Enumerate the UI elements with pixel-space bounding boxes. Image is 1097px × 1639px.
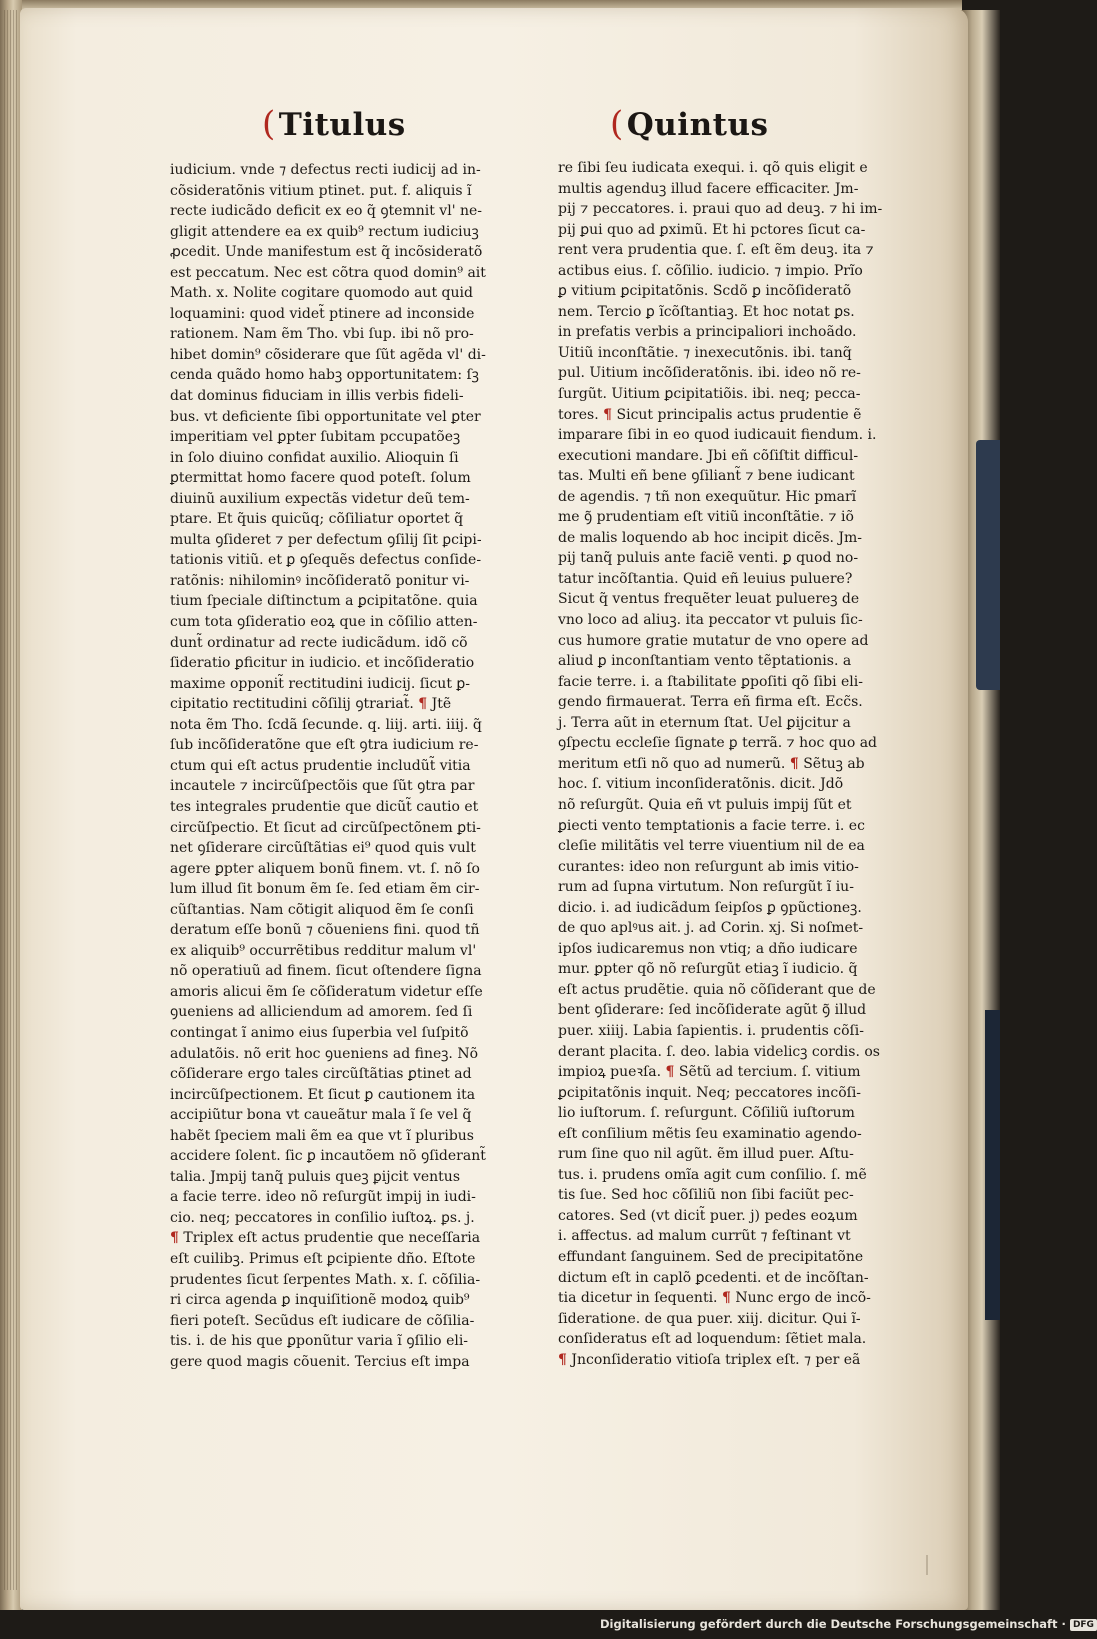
- text-line: tationis vitiũ. et ꝑ ꝯſequẽs defectus conſide-: [170, 552, 482, 569]
- text-line: accidere ſolent. ſic ꝑ incautõem nõ ꝯſiderant̃: [170, 1148, 486, 1165]
- text-line: contingat ĩ animo eius ſuperbia vel ſuſpitõ: [170, 1024, 469, 1041]
- text-line: rum ad ſupna virtutum. Non reſurgũt ĩ iu-: [558, 879, 854, 896]
- text-line: vno loco ad aliuꝫ. ita peccator vt puluis ſic-: [558, 612, 863, 629]
- text-line: adulatõis. nõ erit hoc ꝯueniens ad fineꝫ. Nõ: [170, 1045, 479, 1062]
- text-line: puer. xiiij. Labia ſapientis. i. prudentis cõſi-: [558, 1022, 864, 1039]
- digitization-credit: [600, 1617, 1094, 1633]
- text-line: rationem. Nam ẽm Tho. vbi ſup. ibi nõ pro-: [170, 326, 474, 343]
- text-line: ſurgũt. Uitium ꝑcipitatiõis. ibi. neq; pecca-: [558, 386, 861, 403]
- text-line: derant placita. ſ. deo. labia videlicꝫ cordis. os: [558, 1043, 880, 1060]
- text-line: tia dicetur in ſequenti. ¶ Nunc ergo de incõ-: [558, 1290, 871, 1307]
- page-edges-texture: [4, 10, 18, 1590]
- text-line: eſt conſilium mẽtis ſeu examinatio agendo-: [558, 1125, 862, 1142]
- text-line: recte iudicãdo deficit ex eo q̃ ꝯtemnit vl' ne-: [170, 203, 483, 220]
- text-line: executioni mandare. Jbi eñ cõſiſtit difficul-: [558, 447, 859, 464]
- text-line: de agendis. ⁊ tñ non exequũtur. Hic pmarĩ: [558, 488, 857, 505]
- text-line: eſt cuilibꝫ. Primus eſt ꝑcipiente dño. Eſtote: [170, 1250, 476, 1267]
- running-head-right: [610, 104, 768, 144]
- text-line: agere ꝑpter aliquem bonũ finem. vt. ſ. nõ ſo: [170, 860, 480, 877]
- dfg-logo: DFG: [1070, 1619, 1097, 1631]
- text-line: gligit attendere ea ex quib⁹ rectum iudiciuꝫ: [170, 223, 479, 240]
- text-line: tatur incõſtantia. Quid eñ leuius puluere?: [558, 570, 853, 587]
- text-column-left: [170, 160, 502, 1372]
- paragraph-mark-icon: ¶: [721, 1290, 731, 1307]
- paragraph-mark-icon: ¶: [789, 755, 799, 772]
- text-line: ratõnis: nihilominꝰ incõſideratõ ponitur vi-: [170, 572, 470, 589]
- text-line: fieri poteſt. Secũdus eſt iudicare de cõſilia-: [170, 1312, 475, 1329]
- text-line: nõ reſurgũt. Quia eñ vt puluis impij ſũt et: [558, 796, 852, 813]
- text-line: cenda quãdo homo habꝫ opportunitatem: ſꝫ: [170, 367, 479, 384]
- text-line: gendo firmauerat. Terra eñ firma eſt. Ecc̃s.: [558, 694, 863, 711]
- text-line: de quo aplꝰus ait. j. ad Corin. xj. Si noſmet-: [558, 920, 864, 937]
- text-line: in prefatis verbis a principaliori inchoãdo.: [558, 324, 857, 341]
- running-head-left-text: Titulus: [278, 107, 406, 143]
- text-line: cõſiderare ergo tales circũſtãtias ꝑtinet ad: [170, 1066, 472, 1083]
- text-line: ptare. Et q̃uis quicũq; cõſiliatur oportet q̃: [170, 511, 464, 528]
- text-line: cipitatio rectitudini cõſilij ꝯtrariat̃. ¶ Jtẽ: [170, 696, 452, 713]
- text-line: multis agenduꝫ illud facere efficaciter. Jm-: [558, 180, 859, 197]
- text-line: ipſos iudicaremus non vtiq; a dño iudicare: [558, 940, 858, 957]
- text-line: rum ſine quo nil agũt. ẽm illud puer. Aſtu-: [558, 1146, 854, 1163]
- text-line: tes integrales prudentie que dicũt̃ cautio et: [170, 798, 479, 815]
- text-line: ꝯueniens ad alliciendum ad amorem. ſed ſi: [170, 1004, 473, 1021]
- page-corner-mark: [926, 1555, 942, 1575]
- text-line: pij tanq̃ puluis ante faciẽ venti. ꝑ quod no-: [558, 550, 859, 567]
- paragraph-mark-icon: ¶: [603, 406, 613, 423]
- text-line: pul. Uitium incõſideratõnis. ibi. ideo nõ re-: [558, 365, 861, 382]
- text-line: nõ operatiuũ ad finem. ſicut oſtendere ſigna: [170, 963, 482, 980]
- text-line: ꝯſpectu eccleſie ſignate ꝑ terrã. ⁊ hoc quo ad: [558, 735, 878, 752]
- text-line: aliud ꝑ inconſtantiam vento tẽptationis. a: [558, 653, 852, 670]
- text-line: a facie terre. ideo nõ reſurgũt impij in iudi-: [170, 1189, 476, 1206]
- text-line: ꝑ vitium ꝑcipitatõnis. Scdõ ꝑ incõſideratõ: [558, 283, 852, 300]
- text-line: i. affectus. ad malum currũt ⁊ feſtinant vt: [558, 1228, 851, 1245]
- text-line: me ꝯ̃ prudentiam eſt vitiũ inconſtãtie. ⁊ iõ: [558, 509, 854, 526]
- text-line: tas. Multi eñ bene ꝯſiliant̃ ⁊ bene iudicant: [558, 468, 855, 485]
- text-line: loquamini: quod videt̃ ptinere ad inconside: [170, 305, 475, 322]
- text-line: deratum eſſe bonũ ⁊ cõueniens fini. quod tñ: [170, 922, 480, 939]
- text-line: eſt actus prudẽtie. quia nõ cõſiderant que de: [558, 981, 876, 998]
- text-line: tores. ¶ Sicut principalis actus prudentie ẽ: [558, 406, 862, 423]
- text-line: ꝓcedit. Unde manifestum est q̃ incõsideratõ: [170, 244, 483, 261]
- text-line: ri circa agenda ꝑ inquiſitionẽ modoꝝ quib⁹: [170, 1292, 470, 1309]
- text-line: Uitiũ inconſtãtie. ⁊ inexecutõnis. ibi. tanq̃: [558, 344, 852, 361]
- text-line: cleſie militãtis vel terre viuentium nil de ea: [558, 838, 865, 855]
- text-line: dat dominus fiduciam in illis verbis fideli-: [170, 388, 464, 405]
- text-line: ſub incõſideratõne que eſt ꝯtra iudicium re-: [170, 737, 479, 754]
- text-line: actibus eius. ſ. cõſilio. iudicio. ⁊ impio. Prĩo: [558, 262, 863, 279]
- credit-text: Digitalisierung gefördert durch die Deutsche Forschungsgemeinschaft ·: [600, 1617, 1066, 1631]
- text-line: tis. i. de his que ꝑponũtur varia ĩ ꝯſilio eli-: [170, 1333, 469, 1350]
- text-line: dictum eſt in caplõ ꝑcedenti. et de incõſtan-: [558, 1269, 869, 1286]
- text-line: lio iuſtorum. ſ. reſurgunt. Cõſiliũ iuſtorum: [558, 1105, 855, 1122]
- text-line: dicio. i. ad iudicãdum ſeipſos ꝑ ꝯpũctioneꝫ.: [558, 899, 862, 916]
- text-line: tis ſue. Sed hoc cõſiliũ non ſibi faciũt pec-: [558, 1187, 854, 1204]
- rubric-mark-icon: (: [262, 104, 276, 144]
- text-line: tium ſpeciale diſtinctum a ꝑcipitatõne. quia: [170, 593, 478, 610]
- text-line: catores. Sed (vt dicit̃ puer. j) pedes eoꝝum: [558, 1207, 858, 1224]
- running-head-left: [262, 104, 406, 144]
- text-line: hoc. ſ. vitium inconſideratõnis. dicit. Jdõ: [558, 776, 844, 793]
- text-line: meritum etſi nõ quo ad numerũ. ¶ Sẽtuꝫ ab: [558, 755, 865, 772]
- text-line: lum illud ſit bonum ẽm ſe. ſed etiam ẽm cir-: [170, 881, 480, 898]
- text-line: gere quod magis cõuenit. Tercius eſt impa: [170, 1353, 470, 1370]
- text-line: pij ⁊ peccatores. i. praui quo ad deuꝫ. ⁊ hi im-: [558, 201, 883, 218]
- text-line: re ſibi ſeu iudicata exequi. i. qõ quis eligit e: [558, 160, 868, 176]
- text-line: ¶ Jnconſideratio vitioſa triplex eſt. ⁊ per eã: [558, 1351, 861, 1368]
- text-line: iudicium. vnde ⁊ defectus recti iudicij ad in-: [170, 162, 481, 178]
- text-line: cũſtantias. Nam cõtigit aliquod ẽm ſe conſi: [170, 901, 474, 918]
- text-line: rent vera prudentia que. ſ. eſt ẽm deuꝫ. ita ⁊: [558, 242, 874, 259]
- text-line: mur. ꝑpter qõ nõ reſurgũt etiaꝫ ĩ iudicio. q̃: [558, 961, 858, 978]
- text-line: amoris alicui ẽm ſe cõſideratum videtur eſſe: [170, 983, 483, 1000]
- text-line: imparare ſibi in eo quod iudicauit fiendum. i.: [558, 427, 877, 444]
- text-line: Math. x. Nolite cogitare quomodo aut quid: [170, 285, 473, 302]
- text-line: ſideratione. de qua puer. xiij. dicitur. Qui ĩ-: [558, 1310, 861, 1327]
- text-line: ctum qui eſt actus prudentie includũt̃ vitia: [170, 757, 471, 774]
- text-line: ex aliquib⁹ occurrẽtibus redditur malum vl': [170, 942, 477, 959]
- paragraph-mark-icon: ¶: [558, 1351, 567, 1368]
- text-line: accipiũtur bona vt caueãtur mala ĩ ſe vel q̃: [170, 1107, 472, 1124]
- text-column-right: [558, 158, 888, 1370]
- cover-strap: [976, 440, 1000, 690]
- text-line: hibet domin⁹ cõsiderare que ſũt agẽda vl' di-: [170, 346, 486, 363]
- text-line: ꝑiecti vento temptationis a facie terre. i. ec: [558, 817, 865, 834]
- text-line: habẽt ſpeciem mali ẽm ea que vt ĩ pluribus: [170, 1127, 474, 1144]
- text-line: circũſpectio. Et ſicut ad circũſpectõnem ꝑti-: [170, 819, 481, 836]
- text-line: net ꝯſiderare circũſtãtias ei⁹ quod quis vult: [170, 840, 476, 857]
- text-line: pij ꝑui quo ad ꝑximũ. Et hi pctores ſicut ca-: [558, 221, 866, 238]
- cover-strap-lower: [985, 1010, 1000, 1320]
- book-fore-edge: [0, 0, 22, 1610]
- paragraph-mark-icon: ¶: [665, 1064, 675, 1081]
- text-line: de malis loquendo ab hoc incipit dicẽs. Jm-: [558, 529, 863, 546]
- text-line: ¶ Triplex eſt actus prudentie que neceſſaria: [170, 1230, 481, 1247]
- text-line: incautele ⁊ incircũſpectõis que ſũt ꝯtra par: [170, 778, 475, 795]
- text-line: cus humore gratie mutatur de vno opere ad: [558, 632, 869, 649]
- text-line: in ſolo diuino confidat auxilio. Alioquin ſi: [170, 449, 459, 466]
- text-line: tus. i. prudens omĩa agit cum conſilio. ſ. mẽ: [558, 1166, 867, 1183]
- paragraph-mark-icon: ¶: [170, 1230, 179, 1247]
- text-line: talia. Jmpij tanq̃ puluis queꝫ ꝑijcit ventus: [170, 1168, 461, 1185]
- text-line: maxime opponit̃ rectitudini iudicij. ſicut ꝑ-: [170, 675, 471, 692]
- text-line: bus. vt deficiente ſibi opportunitate vel ꝑter: [170, 408, 481, 425]
- rubric-mark-icon: (: [610, 104, 624, 144]
- paragraph-mark-icon: ¶: [418, 696, 428, 713]
- text-line: prudentes ſicut ſerpentes Math. x. ſ. cõſilia-: [170, 1271, 481, 1288]
- text-line: incircũſpectionem. Et ſicut ꝑ cautionem ita: [170, 1086, 476, 1103]
- running-head-right-text: Quintus: [626, 107, 769, 143]
- text-line: impioꝝ pueꝛſa. ¶ Sẽtũ ad tercium. ſ. vitium: [558, 1064, 861, 1081]
- text-line: Sicut q̃ ventus frequẽter leuat puluereꝫ de: [558, 591, 860, 608]
- text-line: cõsideratõnis vitium ptinet. put. f. aliquis ĩ: [170, 182, 472, 199]
- text-line: imperitiam vel ꝑpter ſubitam pccupatõeꝫ: [170, 429, 461, 446]
- text-line: ſideratio ꝑficitur in iudicio. et incõſideratio: [170, 655, 475, 672]
- text-line: cio. neq; peccatores in conſilio iuſtoꝝ. ꝑs. j.: [170, 1209, 475, 1226]
- text-line: nota ẽm Tho. ſcdã ſecunde. q. liij. arti. iiij. q̃: [170, 716, 482, 733]
- text-line: bent ꝯſiderare: ſed incõſiderate agũt ꝯ̃ illud: [558, 1002, 867, 1019]
- text-line: curantes: ideo non reſurgunt ab imis vitio-: [558, 858, 859, 875]
- text-line: diuinũ auxilium expectãs videtur deũ tem-: [170, 490, 470, 507]
- text-line: conſideratus eſt ad loquendum: ſẽtiet mala.: [558, 1331, 867, 1348]
- text-line: facie terre. i. a ſtabilitate ꝑpoſiti qõ ſibi eli-: [558, 673, 863, 690]
- text-line: effundant ſanguinem. Sed de precipitatõne: [558, 1248, 864, 1265]
- text-line: cum tota ꝯſideratio eoꝝ que in cõſilio atten-: [170, 614, 478, 631]
- text-line: est peccatum. Nec est cõtra quod domin⁹ ait: [170, 264, 486, 281]
- text-line: j. Terra aũt in eternum ſtat. Uel ꝑijcitur a: [558, 714, 851, 731]
- text-line: ꝑtermittat homo facere quod poteſt. ſolum: [170, 470, 471, 487]
- text-line: multa ꝯſideret ⁊ per defectum ꝯſilij ſit ꝑcipi-: [170, 531, 482, 548]
- text-line: dunt̃ ordinatur ad recte iudicãdum. idõ cõ: [170, 634, 468, 651]
- text-line: nem. Tercio ꝑ ĩcõſtantiaꝫ. Et hoc notat ꝑs.: [558, 303, 855, 320]
- text-line: ꝑcipitatõnis inquit. Neq; peccatores incõſi-: [558, 1084, 862, 1101]
